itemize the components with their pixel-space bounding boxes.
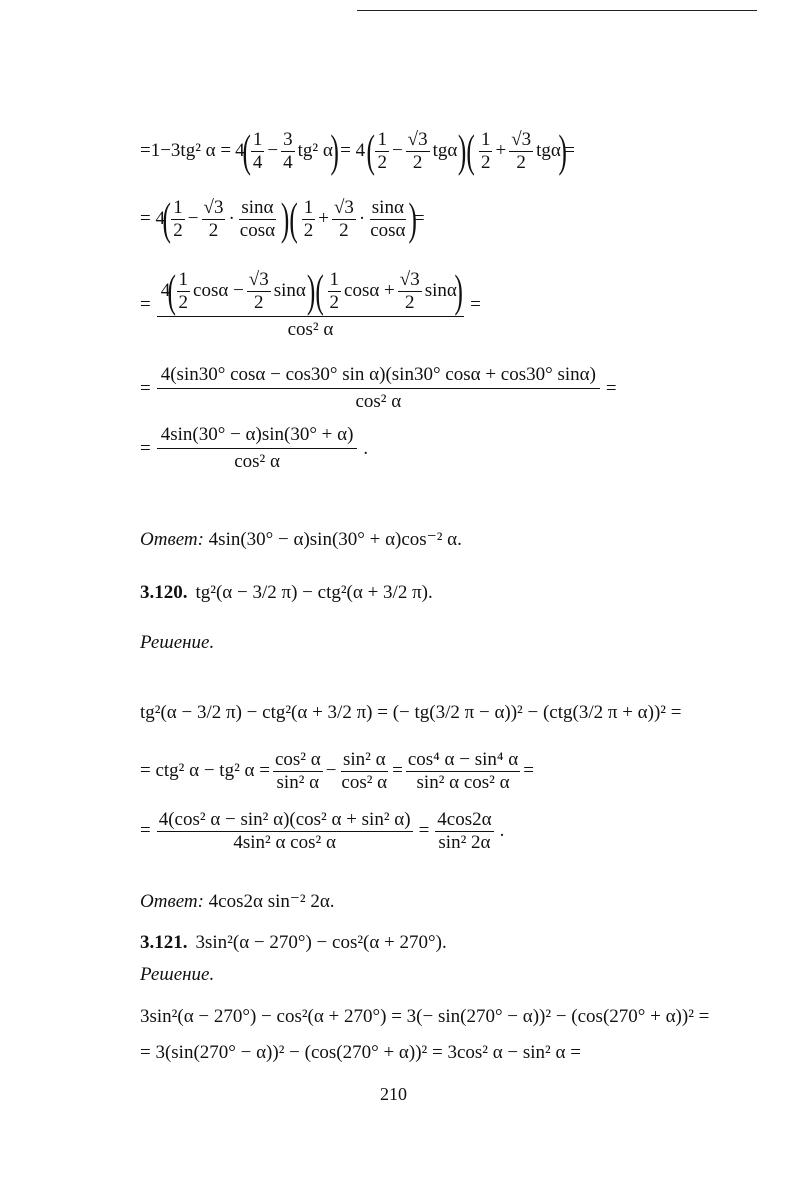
answer-label: Ответ: (140, 529, 204, 550)
answer-label: Ответ: (140, 891, 204, 912)
solution-line-3: = 4 ( $\frac{1}{2}$ cosα − $\frac{√3}{2}$ sinα )( $\frac{1}{2}$ cosα + $\frac{√3}{2}$ sinα ) cos² α = (140, 265, 481, 340)
line4-den: cos² α (355, 391, 402, 412)
problem-3-121 (140, 932, 447, 954)
problem-120-line-3: = $\frac{\text{4(cos² α − sin² α)(cos² α + sin² α)}}{\text{4sin² α cos² α}}$ = $\frac{4\cos 2\alpha}{\text{sin² 2α}}$ . (140, 809, 505, 853)
answer-120 (140, 890, 335, 913)
problem-120-line-2: = ctg² α − tg² α = $\frac{\text{cos² α}}{\text{sin² α}}$ − $\frac{\text{sin² α}}{\text{cos² α}}$ = $\frac{\text{cos⁴ α − sin⁴ α}}{\text{sin² α cos² α}}$ = (140, 749, 534, 793)
answer-text: 4sin(30° − α)sin(30° + α)cos⁻² α. (208, 529, 462, 550)
problem-120-line-1: tg²(α − 3/2 π) − ctg²(α + 3/2 π) = (− tg(3/2 π − α))² − (ctg(3/2 π + α))² = (140, 702, 682, 723)
problem-121-line-2: = 3(sin(270° − α))² − (cos(270° + α))² = 3cos² α − sin² α = (140, 1042, 581, 1063)
solution-line-1: =1−3tg² α = 4 ( $\frac{1}{4}$ − $\frac{3}{4}$ tg² α ) = 4 ( $\frac{1}{2}$ − $\frac{√3}{2}$ tgα )( $\frac{1}{2}$ + $\frac{√3}{2}$ tgα ) = (140, 125, 575, 176)
problem-number: 3.120. (140, 582, 188, 603)
solution-line-2: = 4 ( $\frac{1}{2}$ − $\frac{√3}{2}$ · $\frac{\sin\alpha}{\cos\alpha}$ )( $\frac{1}{2}$ + $\frac{√3}{2}$ · $\frac{\sin\alpha}{\cos\alpha}$ ) = (140, 193, 425, 244)
line2-start: = 4 (140, 208, 165, 229)
line3-coef: 4 (160, 280, 171, 301)
line1-eq: = 4 (340, 140, 366, 161)
line1-coef: 4 (235, 140, 245, 161)
problem-number: 3.121. (140, 932, 188, 953)
problem-121-line-1: 3sin²(α − 270°) − cos²(α + 270°) = 3(− sin(270° − α))² − (cos(270° + α))² = (140, 1006, 710, 1027)
line1-lhs: =1−3tg² α = (140, 140, 232, 161)
problem-3-120 (140, 582, 433, 604)
line5-den: cos² α (234, 451, 280, 472)
solution-line-4: = $\frac{\text{4(sin30° cosα − cos30° sin α)(sin30° cosα + cos30° sinα)}}{\text{cos² α}}$ = (140, 364, 617, 412)
problem-statement: tg²(α − 3/2 π) − ctg²(α + 3/2 π). (195, 582, 433, 603)
solution-line-5: = $\frac{4\sin(30^\circ - \alpha)\sin(30^\circ + \alpha)}{\text{cos² α}}$ . (140, 424, 369, 472)
line3-den: cos² α (287, 319, 334, 340)
page-number: 210 (380, 1084, 407, 1104)
answer-text: 4cos2α sin⁻² 2α. (208, 891, 335, 912)
line2-start: = ctg² α − tg² α = (140, 760, 270, 782)
solution-label-121: Решение. (140, 964, 215, 985)
line3-fraction: 4 ( $\frac{1}{2}$ cosα − $\frac{√3}{2}$ sinα )( $\frac{1}{2}$ cosα + $\frac{√3}{2}$ sinα ) cos² α (157, 268, 464, 341)
line4-num: 4(sin30° cosα − cos30° sin α)(sin30° cosα + cos30° sinα) (157, 364, 600, 389)
problem-statement: 3sin²(α − 270°) − cos²(α + 270°). (195, 932, 447, 953)
top-rule (357, 10, 757, 11)
solution-label-120: Решение. (140, 632, 215, 653)
answer-1 (140, 528, 462, 551)
line3-prefix: = (140, 293, 151, 315)
line5-num: 4sin(30° − α)sin(30° + α) (157, 424, 358, 449)
